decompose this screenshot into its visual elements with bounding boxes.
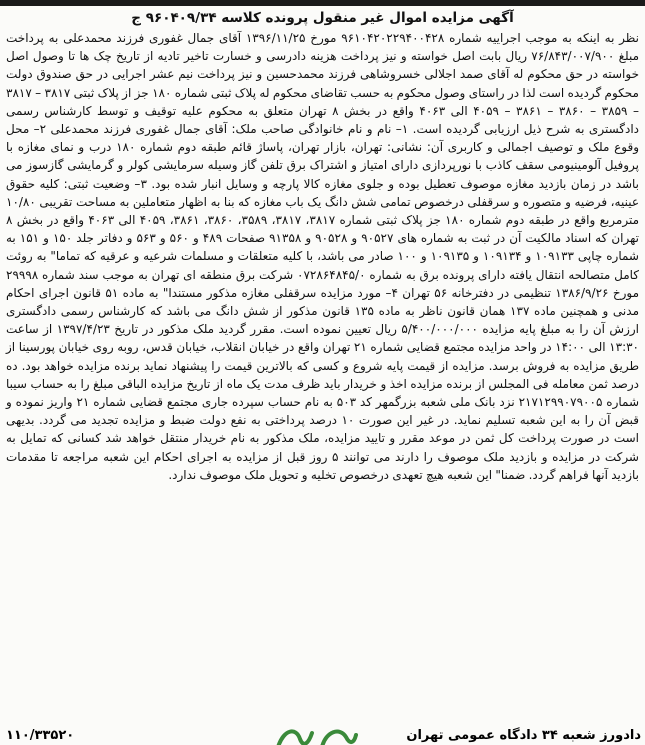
notice-body: نظر به اینکه به موجب اجراییه شماره ۹۶۱۰۴۲۰۲۲۹۴۰۰۴۲۸ مورخ ۱۳۹۶/۱۱/۲۵ آقای جمال غفوری فرزند محمدعلی به پرداخت مبلغ ۷۶/۸۴۳/۰۰۷/۹۰۰ ریال بابت اصل خواسته و نیز پرداخت هزینه دادرسی و خسارت تاخیر تادیه از تاریخ چک ها تا وصول اصل خواسته در حق محکوم له آقای صمد اجلالی خسروشاهی فرزند محمدحسین و نیز پرداخت نیم عشر اجرایی در حق صندوق دولت محکوم گردیده است لذا در راستای وصول محکوم به حسب تقاضای محکوم له پلاک ثبتی شماره ۱۸۰ جز از پلاک ثبتی ۳۸۱۷ – ۳۸۱۷ – ۳۸۵۹ – ۳۸۶۰ – ۳۸۶۱ – ۴۰۵۹ الی ۴۰۶۳ واقع در بخش ۸ تهران متعلق به محکوم علیه توقیف و توسط کارشناس رسمی دادگستری به شرح ذیل ارزیابی گردیده است. ۱– نام و نام خانوادگی صاحب ملک: آقای جمال غفوری فرزند محمدعلی ۲– محل وقوع ملک و توصیف اجمالی و کاربری آن: نشانی: تهران، بازار تهران، پاساژ قائم طبقه دوم شماره ۱۸۰ درب و نمای مغازه با پروفیل آلومینیومی سقف کاذب با نورپردازی دارای امتیاز و اشتراک برق تلفن گاز وسیله سرمایشی کولر و گرمایشی گازسوز می باشد در زمان بازدید مغازه موصوف تعطیل بوده و جلوی مغازه کالا پارچه و وسایل انبار شده بود. ۳– وضعیت ثبتی: کلیه حقوق عینیه، فرضیه و متصوره و سرقفلی درخصوص تمامی شش دانگ یک باب مغازه که بنا به اظهار متعاملین به مساحت تقریبی ۱۰/۸۰ مترمربع واقع در طبقه دوم شماره ۱۸۰ جز پلاک ثبتی شماره ۳۸۱۷، ۳۸۱۷، ۳۵۸۹، ۳۸۶۰، ۳۸۶۱، ۴۰۵۹ الی ۴۰۶۳ واقع در بخش ۸ تهران که اسناد مالکیت آن در ثبت به شماره های ۹۰۵۲۷ و ۹۰۵۲۸ و ۹۱۳۵۸ صفحات ۴۸۹ و ۵۶۰ و ۵۶۳ و دفاتر جلد ۱۵۰ و ۱۵۱ به شماره چاپی ۱۰۹۱۳۳ و ۱۰۹۱۳۴ و ۱۰۹۱۳۵ و ۱۰۰ صادر می باشد، با کلیه متعلقات و مسلمات شرعیه و عرقیه که تماما" به روئت کامل متصالحه انتقال یافته دارای پرونده برق به شماره ۰۷۲۸۶۴۸۴۵/۰ شرکت برق منطقه ای تهران به موجب سند شماره ۲۹۹۹۸ مورخ ۱۳۸۶/۹/۲۶ تنظیمی در دفترخانه ۵۶ تهران ۴– مورد مزایده سرقفلی مغازه مذکور مستندا" به ماده ۵۱ قانون اجرای احکام مدنی و همچنین ماده ۱۳۷ همان قانون ناظر به ماده ۱۳۵ قانون مذکور از شش دانگ می باشد که کارشناس رسمی دادگستری ارزش آن را به مبلغ پایه مزایده ۵/۴۰۰/۰۰۰/۰۰۰ ریال تعیین نموده است. مقرر گردید ملک مذکور در تاریخ ۱۳۹۷/۴/۲۳ از ساعت ۱۳:۳۰ الی ۱۴:۰۰ در واحد مزایده مجتمع قضایی شماره ۲۱ تهران واقع در خیابان انقلاب، خیابان قدس، روبه روی خیابان پورسینا از طریق مزایده به فروش برسد. مزایده از قیمت پایه شروع و کسی که بالاترین قیمت را پیشنهاد نماید برنده مزایده خواهد بود. ده درصد ثمن معامله فی المجلس از برنده مزایده اخذ و خریدار باید ظرف مدت یک ماه از تاریخ مزایده الباقی مبلغ را به حساب سیبا شماره ۲۱۷۱۲۹۹۰۷۹۰۰۵ نزد بانک ملی شعبه بزرگمهر کد ۵۰۳ به نام حساب سپرده جاری مجتمع قضایی شماره ۲۱ واریز نموده و قبض آن را به این شعبه تسلیم نماید. در غیر این صورت ۱۰ درصد پرداختی به نفع دولت ضبط و مزایده تجدید می گردد. بدیهی است در صورت پرداخت کل ثمن در موعد مقرر و تایید مزایده، ملک مذکور به نام خریدار منتقل خواهد شد کسانی که تمایل به شرکت در مزایده و بازدید ملک موصوف را دارند می توانند ۵ روز قبل از مزایده به اجرای احکام این شعبه مراجعه تا مقدمات بازدید آنها فراهم گردد. ضمنا" این شعبه هیچ تعهدی درخصوص تخلیه و تحویل ملک موصوف ندارد. — [6, 31, 640, 482]
auction-notice — [6, 10, 639, 741]
top-border — [0, 0, 645, 6]
notice-title: آگهی مزایده اموال غیر منقول پرونده کلاسه ۹۶۰۴۰۹/۳۴ ج — [131, 10, 514, 26]
signature-line: دادورز شعبه ۳۴ دادگاه عمومی تهران — [406, 728, 641, 743]
green-stamp-icon — [270, 723, 360, 745]
notice-footer — [0, 723, 645, 745]
reference-number: ۱۱۰/۳۳۵۲۰ — [6, 728, 75, 743]
